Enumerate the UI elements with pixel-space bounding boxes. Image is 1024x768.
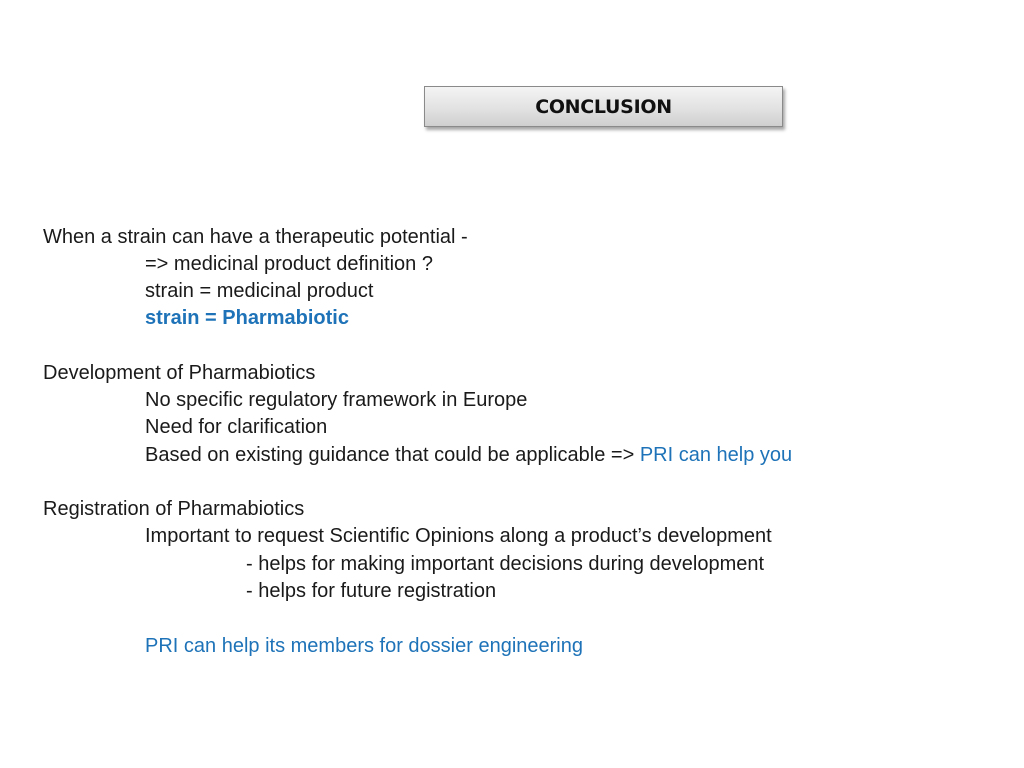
section2-line3: [145, 443, 792, 467]
section1-line2: strain = medicinal product: [145, 280, 374, 302]
section3-sub1: - helps for making important decisions during development: [246, 553, 765, 575]
section3-closing: PRI can help its members for dossier engineering: [145, 635, 583, 657]
section2-line3-prefix: Based on existing guidance that could be applicable =>: [145, 444, 640, 466]
section1-heading: When a strain can have a therapeutic potential -: [43, 226, 468, 248]
section1-line3: strain = Pharmabiotic: [145, 307, 349, 329]
section3-heading: Registration of Pharmabiotics: [43, 498, 305, 520]
pri-can-help-you-text: PRI can help you: [639, 444, 793, 466]
section2-line1: No specific regulatory framework in Europe: [145, 389, 528, 411]
section1-line1: => medicinal product definition ?: [145, 253, 433, 275]
slide-title: CONCLUSION: [535, 95, 672, 118]
section2-line2: Need for clarification: [145, 416, 328, 438]
section3-line1: Important to request Scientific Opinions along a product’s development: [145, 525, 772, 547]
title-box: [424, 86, 783, 127]
section3-sub2: - helps for future registration: [246, 580, 497, 602]
section2-heading: Development of Pharmabiotics: [43, 362, 316, 384]
